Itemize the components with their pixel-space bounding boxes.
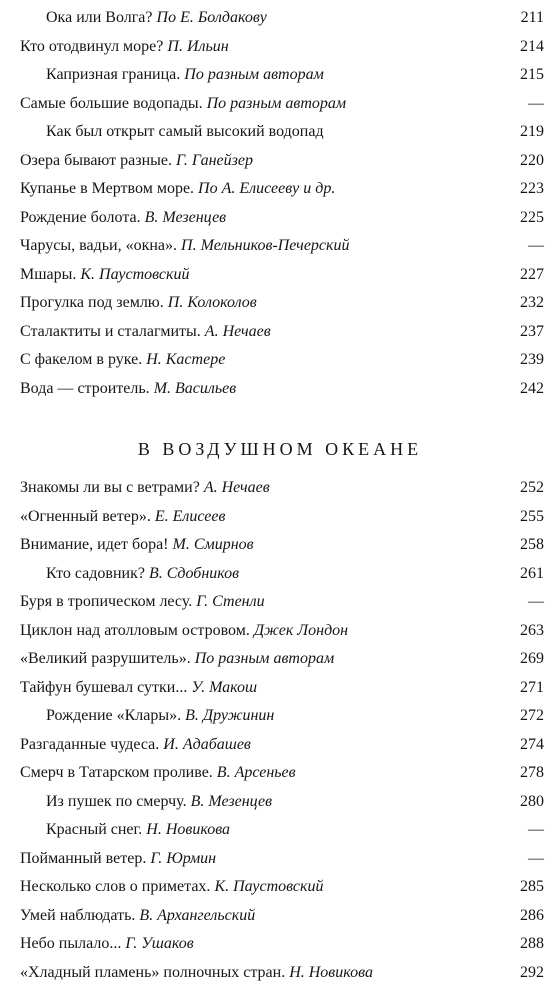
toc-entry xyxy=(0,318,560,347)
entry-title: Умей наблюдать. xyxy=(20,907,135,924)
entry-text xyxy=(20,503,225,532)
entry-title: Мшары. xyxy=(20,266,76,283)
entry-author: А. Нечаев xyxy=(205,323,271,340)
entry-text xyxy=(20,531,254,560)
entry-author: И. Адабашев xyxy=(163,736,251,753)
entry-text xyxy=(20,147,253,176)
entry-text xyxy=(20,375,236,404)
toc-entry xyxy=(0,118,560,147)
entry-text xyxy=(20,318,271,347)
entry-title: Буря в тропическом лесу. xyxy=(20,593,192,610)
page-number: 261 xyxy=(514,560,544,589)
entry-title: Рождение «Клары». xyxy=(46,707,181,724)
toc-entry xyxy=(0,289,560,318)
section-heading: В ВОЗДУШНОМ ОКЕАНЕ xyxy=(0,434,560,464)
page-number: 255 xyxy=(514,503,544,532)
toc-entry xyxy=(0,204,560,233)
toc-entry xyxy=(0,375,560,404)
entry-title: Сталактиты и сталагмиты. xyxy=(20,323,201,340)
entry-title: Озера бывают разные. xyxy=(20,152,172,169)
entry-author: А. Нечаев xyxy=(204,479,270,496)
entry-title: «Хладный пламень» полночных стран. xyxy=(20,964,285,981)
entry-text xyxy=(20,204,226,233)
toc-entry xyxy=(0,346,560,375)
entry-title: Капризная граница. xyxy=(46,66,180,83)
page-number: 225 xyxy=(514,204,544,233)
toc-entry xyxy=(0,930,560,959)
entry-author: В. Архангельский xyxy=(139,907,255,924)
toc-entry xyxy=(0,560,560,589)
entry-title: Внимание, идет бора! xyxy=(20,536,169,553)
entry-title: Смерч в Татарском проливе. xyxy=(20,764,213,781)
entry-title: «Великий разрушитель». xyxy=(20,650,191,667)
entry-text xyxy=(20,90,346,119)
entry-author: По разным авторам xyxy=(195,650,335,667)
entry-title: Как был открыт самый высокий водопад xyxy=(46,123,324,140)
toc-entry xyxy=(0,261,560,290)
page-number: — xyxy=(514,816,544,845)
page-number: — xyxy=(514,90,544,119)
page-number: 223 xyxy=(514,175,544,204)
entry-text xyxy=(46,816,230,845)
page-number: 232 xyxy=(514,289,544,318)
entry-title: Вода — строитель. xyxy=(20,380,150,397)
entry-text xyxy=(20,474,270,503)
entry-title: Купанье в Мертвом море. xyxy=(20,180,194,197)
toc-section-water xyxy=(0,4,560,403)
entry-text xyxy=(20,645,334,674)
toc-entry xyxy=(0,674,560,703)
page-number: 271 xyxy=(514,674,544,703)
entry-text xyxy=(20,873,323,902)
page-number: 237 xyxy=(514,318,544,347)
entry-author: П. Мельников-Печерский xyxy=(181,237,349,254)
toc-section-air xyxy=(0,474,560,987)
toc-entry xyxy=(0,816,560,845)
entry-title: Кто садовник? xyxy=(46,565,145,582)
entry-title: Из пушек по смерчу. xyxy=(46,793,187,810)
entry-title: Чарусы, вадьи, «окна». xyxy=(20,237,177,254)
toc-entry xyxy=(0,33,560,62)
page-number: 272 xyxy=(514,702,544,731)
entry-author: П. Колоколов xyxy=(168,294,257,311)
toc-entry xyxy=(0,503,560,532)
page-number: 286 xyxy=(514,902,544,931)
toc-entry xyxy=(0,61,560,90)
toc-entry xyxy=(0,4,560,33)
entry-author: К. Паустовский xyxy=(80,266,189,283)
toc-entry xyxy=(0,531,560,560)
page-number: 269 xyxy=(514,645,544,674)
page-number: 278 xyxy=(514,759,544,788)
toc-entry xyxy=(0,474,560,503)
page-number: 219 xyxy=(514,118,544,147)
entry-author: К. Паустовский xyxy=(214,878,323,895)
page-number: 242 xyxy=(514,375,544,404)
toc-entry xyxy=(0,147,560,176)
page-number: 214 xyxy=(514,33,544,62)
entry-text xyxy=(20,33,229,62)
entry-title: Несколько слов о приметах. xyxy=(20,878,210,895)
entry-author: Е. Елисеев xyxy=(155,508,226,525)
page-number: — xyxy=(514,588,544,617)
entry-title: Кто отодвинул море? xyxy=(20,38,163,55)
page-number: 252 xyxy=(514,474,544,503)
entry-title: Пойманный ветер. xyxy=(20,850,146,867)
toc-entry xyxy=(0,788,560,817)
entry-text xyxy=(46,788,272,817)
toc-entry xyxy=(0,588,560,617)
entry-title: Красный снег. xyxy=(46,821,142,838)
entry-text xyxy=(20,346,225,375)
page-number: 274 xyxy=(514,731,544,760)
entry-title: Самые большие водопады. xyxy=(20,95,203,112)
entry-author: По Е. Болдакову xyxy=(157,9,267,26)
entry-text xyxy=(46,61,324,90)
entry-title: С факелом в руке. xyxy=(20,351,142,368)
entry-title: Тайфун бушевал сутки... xyxy=(20,679,187,696)
entry-text xyxy=(46,702,274,731)
toc-entry xyxy=(0,702,560,731)
entry-author: М. Смирнов xyxy=(173,536,254,553)
toc-entry xyxy=(0,759,560,788)
entry-author: М. Васильев xyxy=(154,380,237,397)
entry-text xyxy=(46,118,324,147)
entry-text xyxy=(46,560,239,589)
entry-text xyxy=(20,959,373,987)
entry-title: «Огненный ветер». xyxy=(20,508,151,525)
entry-text xyxy=(20,261,189,290)
entry-text xyxy=(20,175,335,204)
entry-text xyxy=(20,588,265,617)
entry-author: В. Дружинин xyxy=(185,707,274,724)
entry-author: Н. Кастере xyxy=(146,351,225,368)
entry-text xyxy=(20,759,296,788)
page-number: 285 xyxy=(514,873,544,902)
page-number: 227 xyxy=(514,261,544,290)
entry-author: Н. Новикова xyxy=(289,964,373,981)
entry-text xyxy=(20,232,350,261)
entry-text xyxy=(20,902,255,931)
entry-author: По разным авторам xyxy=(184,66,324,83)
entry-title: Знакомы ли вы с ветрами? xyxy=(20,479,200,496)
page-number: 263 xyxy=(514,617,544,646)
page-number: 258 xyxy=(514,531,544,560)
entry-text xyxy=(20,845,216,874)
entry-title: Прогулка под землю. xyxy=(20,294,164,311)
toc-entry xyxy=(0,90,560,119)
entry-text xyxy=(20,617,348,646)
entry-author: Г. Ганейзер xyxy=(176,152,253,169)
entry-author: Г. Стенли xyxy=(196,593,264,610)
toc-entry xyxy=(0,845,560,874)
page-number: 211 xyxy=(514,4,544,33)
page-number: — xyxy=(514,845,544,874)
entry-title: Ока или Волга? xyxy=(46,9,153,26)
entry-text xyxy=(20,930,194,959)
entry-author: У. Макош xyxy=(191,679,257,696)
toc-entry xyxy=(0,959,560,987)
page-number: 215 xyxy=(514,61,544,90)
page-number: 239 xyxy=(514,346,544,375)
page-number: — xyxy=(514,232,544,261)
entry-author: Джек Лондон xyxy=(254,622,348,639)
toc-entry xyxy=(0,617,560,646)
entry-author: В. Мезенцев xyxy=(191,793,273,810)
entry-text xyxy=(20,674,257,703)
entry-author: По разным авторам xyxy=(207,95,347,112)
page-number: 280 xyxy=(514,788,544,817)
entry-author: Г. Юрмин xyxy=(150,850,216,867)
entry-title: Рождение болота. xyxy=(20,209,141,226)
entry-author: В. Мезенцев xyxy=(145,209,227,226)
page-number: 292 xyxy=(514,959,544,987)
entry-author: По А. Елисееву и др. xyxy=(198,180,335,197)
entry-author: В. Арсеньев xyxy=(217,764,296,781)
entry-title: Разгаданные чудеса. xyxy=(20,736,159,753)
entry-author: П. Ильин xyxy=(167,38,228,55)
entry-text xyxy=(20,289,257,318)
entry-text xyxy=(20,731,251,760)
entry-title: Небо пылало... xyxy=(20,935,121,952)
entry-text xyxy=(46,4,267,33)
entry-author: Г. Ушаков xyxy=(125,935,193,952)
entry-author: Н. Новикова xyxy=(146,821,230,838)
toc-entry xyxy=(0,645,560,674)
page-number: 220 xyxy=(514,147,544,176)
toc-entry xyxy=(0,902,560,931)
toc-entry xyxy=(0,175,560,204)
entry-title: Циклон над атолловым островом. xyxy=(20,622,250,639)
entry-author: В. Сдобников xyxy=(149,565,239,582)
toc-entry xyxy=(0,232,560,261)
page-number: 288 xyxy=(514,930,544,959)
toc-entry xyxy=(0,731,560,760)
toc-entry xyxy=(0,873,560,902)
